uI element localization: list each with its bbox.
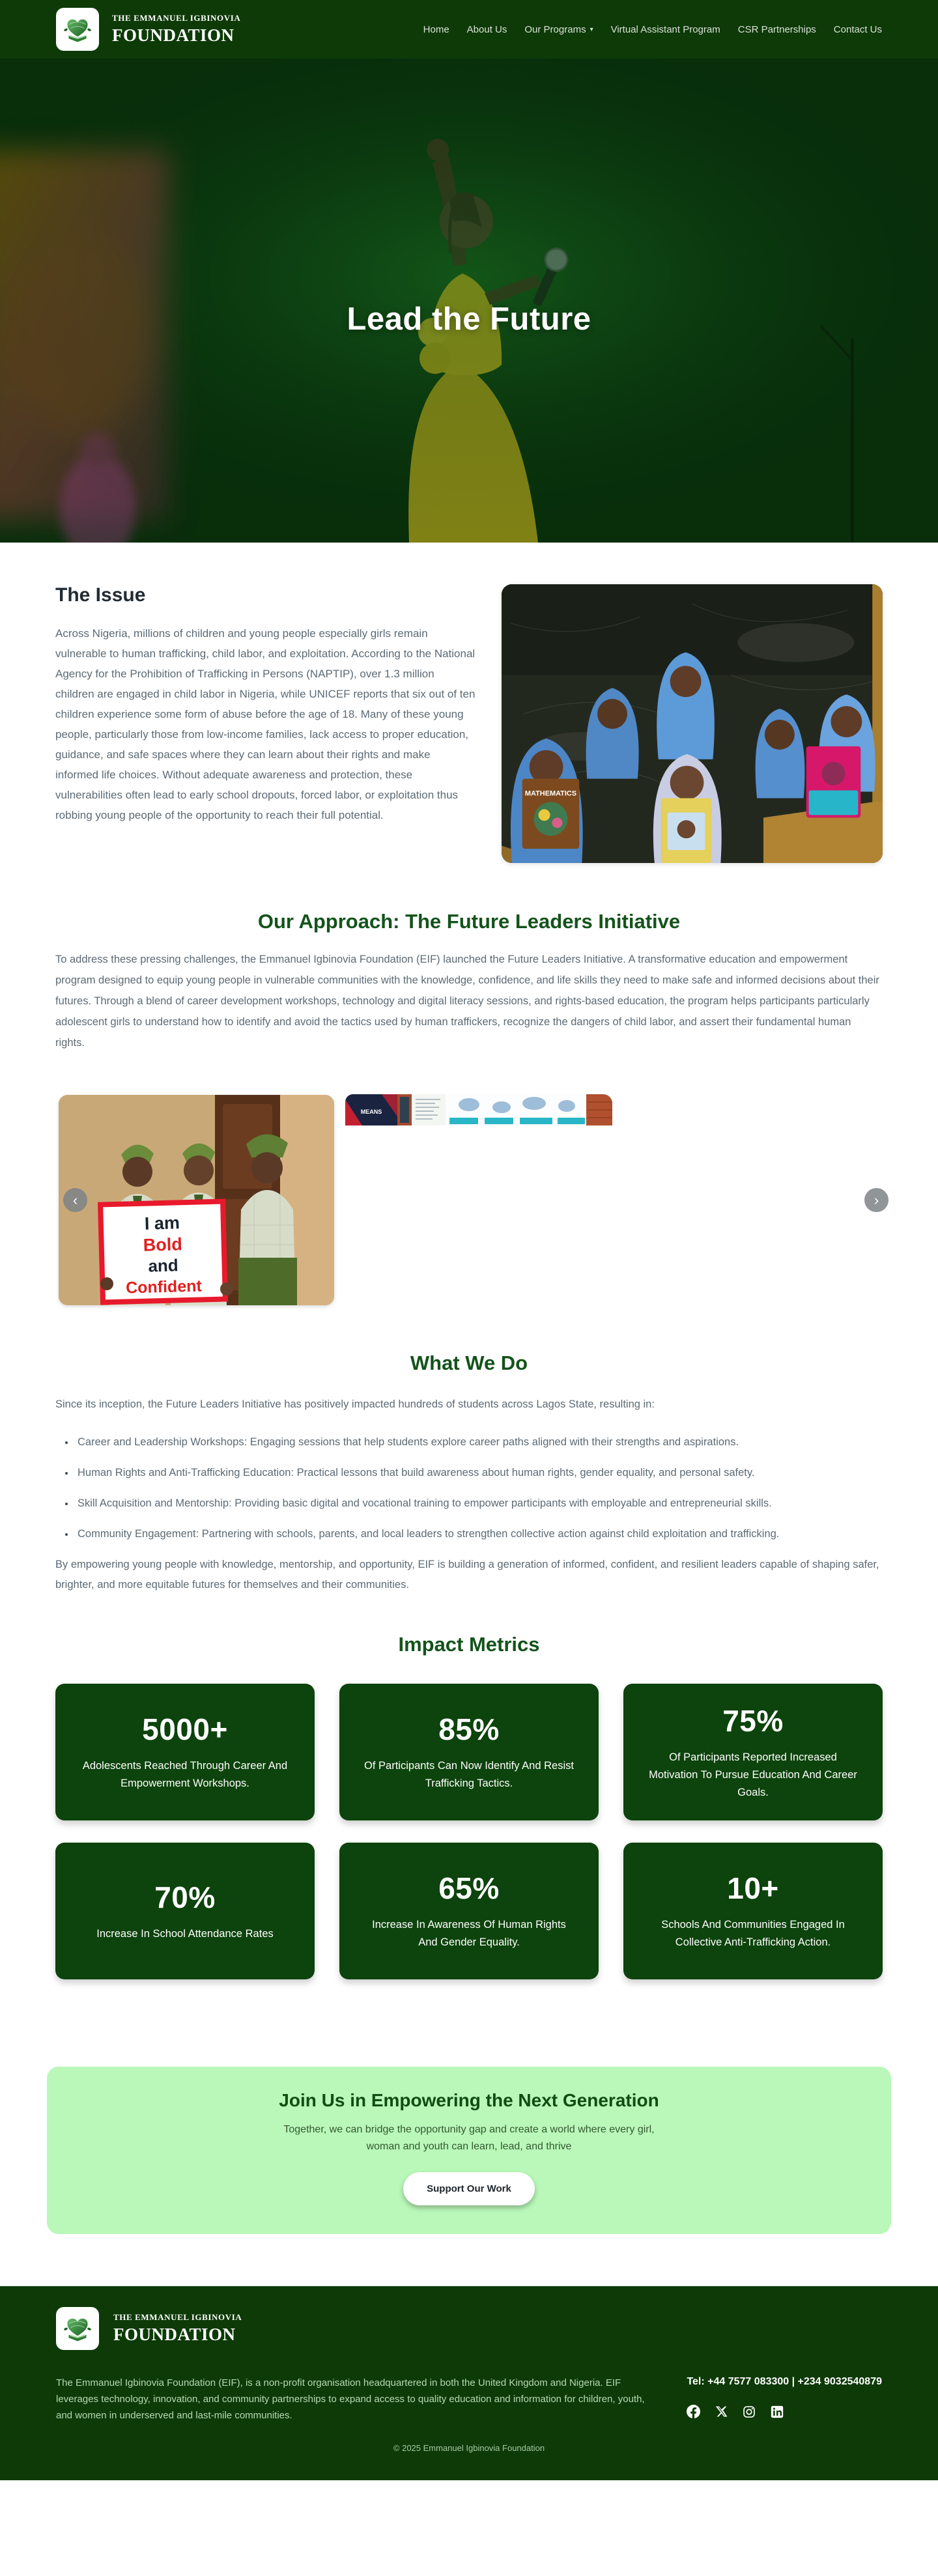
list-item: • Career and Leadership Workshops: Engaging sessions that help students explore career paths aligned with their strengths and aspirations. <box>75 1432 883 1452</box>
metric-card-awareness <box>339 1843 599 1979</box>
approach-paragraph: To address these pressing challenges, the Emmanuel Igbinovia Foundation (EIF) launched the Future Leaders Initiative. A transformative education and empowerment program designed to equip young people in vulnerable communities with the knowledge, confidence, and life skills they need to make safe and informed decisions about their futures. Through a blend of career development workshops, technology and digital literacy sessions, and rights-based education, the program helps participants particularly adolescent girls to understand how to identify and avoid the tactics used by human traffickers, recognize the dangers of child labor, and assert their fundamental human rights. <box>55 954 879 1049</box>
x-twitter-icon[interactable] <box>715 2405 728 2418</box>
metric-caption: Of Participants Can Now Identify And Resist Trafficking Tactics. <box>364 1760 574 1789</box>
list-item: • Skill Acquisition and Mentorship: Providing basic digital and vocational training to empower participants with employable and entrepreneurial skills. <box>75 1493 883 1513</box>
metric-value: 85% <box>438 1712 500 1746</box>
metric-caption: Of Participants Reported Increased Motivation To Pursue Education And Career Goals. <box>649 1751 857 1798</box>
site-footer <box>0 2286 938 2480</box>
brand-logo[interactable] <box>56 8 240 51</box>
metric-value: 70% <box>154 1880 216 1914</box>
cta-subtitle-line-1: Together, we can bridge the opportunity gap and create a world where every girl, <box>283 2124 655 2135</box>
brand-top-line: THE EMMANUEL IGBINOVIA <box>112 13 241 23</box>
issue-paragraph: Across Nigeria, millions of children and young people especially girls remain vulnerable to human trafficking, child labor, and exploitation. According to the National Agency for the Prohibition of Trafficking in Persons (NAPTIP), over 1.3 million children are engaged in child labor in Nigeria, while UNICEF reports that six out of ten children experience some form of abuse before the age of 18. Many of these young people, particularly those from low-income families, lack access to proper education, guidance, and safe spaces where they can learn about their rights and make informed life choices. Without adequate awareness and protection, these vulnerabilities often lead to early school dropouts, forced labor, or exploitation thus robbing young people of the opportunity to reach their full potential. <box>55 627 476 821</box>
impact-metrics-section <box>0 1633 938 1979</box>
nav-virtual-assistant-program[interactable]: Virtual Assistant Program <box>610 23 720 35</box>
site-header <box>0 0 938 59</box>
heart-book-logo-icon <box>62 14 93 45</box>
brand-text <box>112 13 240 46</box>
hero-title: Lead the Future <box>347 302 591 337</box>
metric-caption: Increase In Awareness Of Human Rights And Gender Equality. <box>372 1919 566 1948</box>
metric-card-adolescents <box>55 1684 315 1820</box>
metrics-grid <box>55 1684 883 1979</box>
footer-telephone: Tel: +44 7577 083300 | +234 9032540879 <box>687 2376 882 2387</box>
foundation-logo-icon <box>56 8 99 51</box>
carousel-slide-students-sign[interactable] <box>59 1095 334 1305</box>
metric-caption: Schools And Communities Engaged In Collective Anti-Trafficking Action. <box>661 1919 845 1948</box>
carousel-prev-button[interactable] <box>63 1188 87 1212</box>
issue-heading: The Issue <box>55 584 146 606</box>
chevron-down-icon: ▾ <box>590 25 593 33</box>
metric-card-identify-tactics <box>339 1684 599 1820</box>
nav-our-programs[interactable]: Our Programs ▾ <box>524 23 593 35</box>
metric-caption: Increase In School Attendance Rates <box>96 1927 274 1940</box>
metric-value: 65% <box>438 1871 500 1905</box>
approach-section <box>0 910 938 1077</box>
hero-banner <box>0 59 938 543</box>
impact-metrics-heading: Impact Metrics <box>398 1633 540 1656</box>
nav-csr-partnerships[interactable]: CSR Partnerships <box>737 23 816 35</box>
footer-brand-top-line: THE EMMANUEL IGBINOVIA <box>113 2312 242 2322</box>
sign-line-2: Bold <box>143 1234 183 1255</box>
carousel-slide-posters-strip[interactable] <box>345 1094 612 1125</box>
footer-brand-name-line: FOUNDATION <box>113 2325 236 2344</box>
nav-contact-us[interactable]: Contact Us <box>833 23 882 35</box>
what-we-do-intro: Since its inception, the Future Leaders Initiative has positively impacted hundreds of students across Lagos State, resulting in: <box>55 1398 655 1410</box>
heart-book-logo-icon <box>62 2313 93 2344</box>
sign-line-4: Confident <box>125 1277 203 1297</box>
footer-social-links <box>687 2405 882 2418</box>
metric-card-motivation <box>623 1684 883 1820</box>
issue-section <box>0 543 938 910</box>
posters-strip-illustration <box>345 1094 612 1125</box>
cta-subtitle <box>86 2121 852 2155</box>
math-book-title: MATHEMATICS <box>524 789 577 798</box>
support-our-work-button[interactable]: Support Our Work <box>403 2172 535 2205</box>
list-item: • Community Engagement: Partnering with schools, parents, and local leaders to strengthen collective action against child exploitation and trafficking. <box>75 1524 883 1544</box>
nav-about-us[interactable]: About Us <box>466 23 507 35</box>
metric-card-attendance <box>55 1843 315 1979</box>
metric-value: 5000+ <box>142 1712 228 1746</box>
metric-card-schools <box>623 1843 883 1979</box>
linkedin-icon[interactable] <box>771 2405 784 2418</box>
metric-value: 10+ <box>727 1871 779 1905</box>
photo-carousel <box>0 1077 938 1337</box>
footer-brand-text <box>113 2312 242 2345</box>
what-we-do-list <box>55 1432 883 1544</box>
footer-copyright: © 2025 Emmanuel Igbinovia Foundation <box>393 2443 545 2453</box>
footer-brand <box>56 2307 882 2350</box>
cta-heading: Join Us in Empowering the Next Generation <box>279 2090 659 2110</box>
sign-line-3: and <box>148 1255 179 1276</box>
metric-value: 75% <box>722 1703 784 1738</box>
issue-photo-schoolgirls <box>502 584 883 863</box>
carousel-next-button[interactable] <box>864 1188 888 1212</box>
footer-foundation-logo-icon <box>56 2307 99 2350</box>
sign-line-1: I am <box>144 1213 180 1234</box>
what-we-do-closing: By empowering young people with knowledge, mentorship, and opportunity, EIF is building a generation of informed, confident, and resilient leaders capable of shaping safer, brighter, and more equitable futures for themselves and their communities. <box>55 1559 879 1591</box>
cta-subtitle-line-2: woman and youth can learn, lead, and thrive <box>366 2141 572 2152</box>
list-item: • Human Rights and Anti-Trafficking Education: Practical lessons that build awareness about human rights, gender equality, and personal safety. <box>75 1463 883 1482</box>
cta-banner <box>47 2067 891 2234</box>
footer-about-text: The Emmanuel Igbinovia Foundation (EIF), is a non-profit organisation headquartered in both the United Kingdom and Nigeria. EIF leverages technology, innovation, and community partnerships to expand access to quality education and information for children, youth, and women in underserved and last-mile communities. <box>56 2377 645 2421</box>
facebook-icon[interactable] <box>687 2405 700 2418</box>
instagram-icon[interactable] <box>743 2405 756 2418</box>
metric-caption: Adolescents Reached Through Career And Empowerment Workshops. <box>82 1760 288 1789</box>
poster-means-text: MEANS <box>360 1109 382 1115</box>
approach-heading: Our Approach: The Future Leaders Initiative <box>257 910 681 933</box>
what-we-do-heading: What We Do <box>410 1352 528 1374</box>
chevron-left-icon: ‹ <box>72 1192 78 1208</box>
brand-name-line: FOUNDATION <box>112 25 234 45</box>
nav-home[interactable]: Home <box>423 23 449 35</box>
schoolgirls-illustration <box>502 584 883 863</box>
students-with-sign-illustration <box>59 1095 334 1305</box>
chevron-right-icon: › <box>874 1192 879 1208</box>
main-nav <box>423 24 882 35</box>
what-we-do-section <box>0 1337 938 1595</box>
